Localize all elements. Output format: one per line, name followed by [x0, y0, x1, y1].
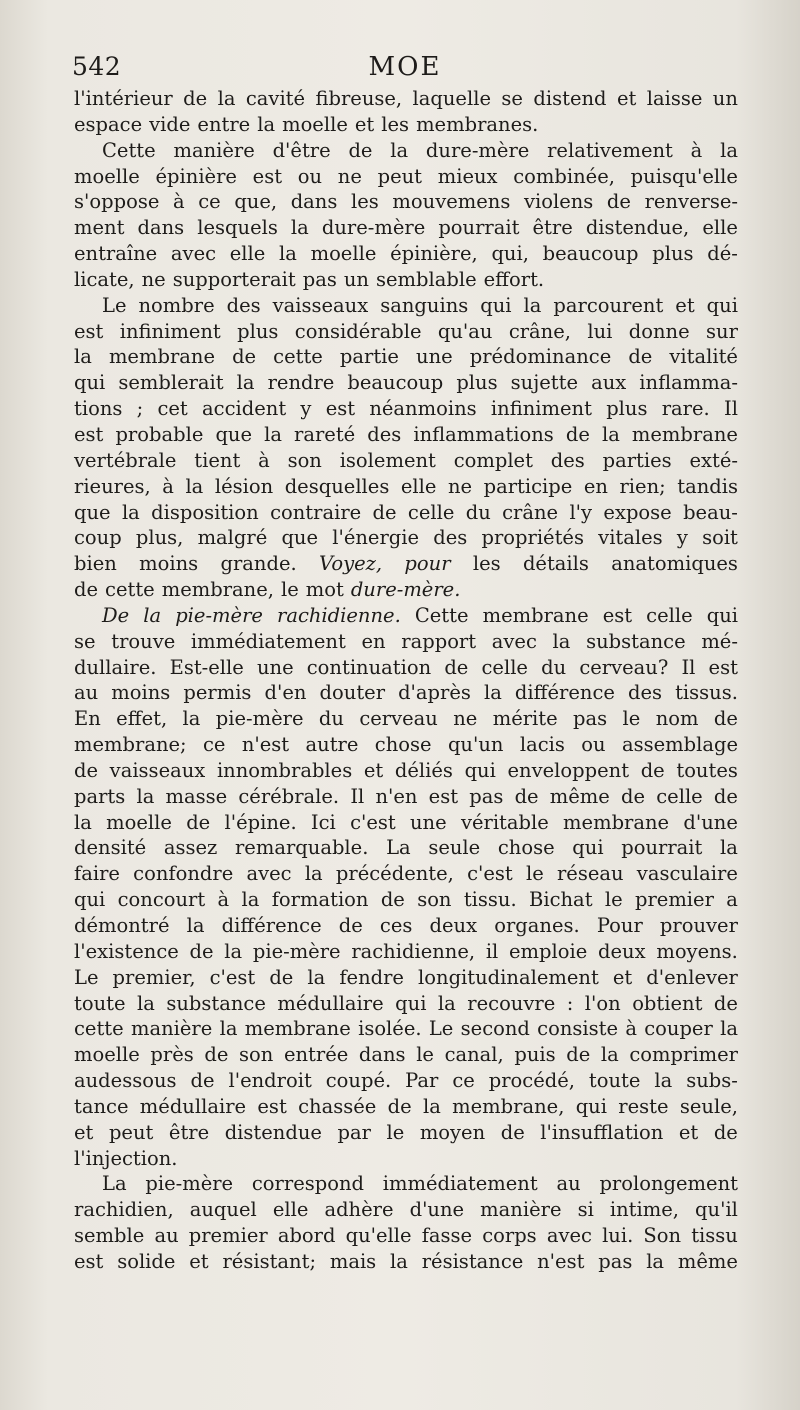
text-line: Le nombre des vaisseaux sanguins qui la parcourent et qui	[102, 293, 738, 317]
text-line: membrane; ce n'est autre chose qu'un lacis ou assemblage	[74, 733, 738, 757]
text-line: dullaire. Est-elle une continuation de celle du cerveau? Il est	[74, 655, 738, 679]
text-line: licate, ne supporterait pas un semblable effort.	[74, 267, 545, 291]
running-head: MOE	[368, 52, 442, 82]
text-line: coup plus, malgré que l'énergie des propriétés vitales y soit	[74, 526, 738, 550]
text-line: l'existence de la pie-mère rachidienne, il emploie deux moyens.	[74, 939, 738, 963]
text-line: la membrane de cette partie une prédominance de vitalité	[74, 345, 738, 369]
text-line: la moelle de l'épine. Ici c'est une véritable membrane d'une	[74, 810, 738, 834]
text-line: audessous de l'endroit coupé. Par ce procédé, toute la subs-	[74, 1069, 738, 1093]
text-line: entraîne avec elle la moelle épinière, qui, beaucoup plus dé-	[74, 242, 738, 266]
text-line: faire confondre avec la précédente, c'est le réseau vasculaire	[74, 862, 738, 886]
body-text	[74, 86, 738, 1275]
page-number: 542	[72, 52, 122, 81]
text-line: que la disposition contraire de celle du crâne l'y expose beau-	[74, 500, 738, 524]
page-header	[72, 52, 738, 84]
text-line: De la pie-mère rachidienne. Cette membrane est celle qui	[102, 603, 738, 627]
text-line: toute la substance médullaire qui la recouvre : l'on obtient de	[74, 991, 738, 1015]
text-line: tance médullaire est chassée de la membrane, qui reste seule,	[74, 1094, 738, 1118]
text-line: moelle épinière est ou ne peut mieux combinée, puisqu'elle	[74, 164, 738, 188]
text-line: se trouve immédiatement en rapport avec la substance mé-	[74, 629, 738, 653]
text-line: Le premier, c'est de la fendre longitudinalement et d'enlever	[74, 965, 738, 989]
text-line: ment dans lesquels la dure-mère pourrait être distendue, elle	[74, 216, 738, 240]
text-line: l'intérieur de la cavité fibreuse, laquelle se distend et laisse un	[74, 87, 738, 110]
text-line: de vaisseaux innombrables et déliés qui enveloppent de toutes	[74, 758, 738, 782]
text-line: rachidien, auquel elle adhère d'une manière si intime, qu'il	[74, 1198, 738, 1222]
text-line: qui semblerait la rendre beaucoup plus sujette aux inflamma-	[74, 371, 738, 395]
text-line: de cette membrane, le mot dure-mère.	[74, 578, 461, 602]
text-line: densité assez remarquable. La seule chose qui pourrait la	[74, 836, 738, 860]
text-line: parts la masse cérébrale. Il n'en est pas de même de celle de	[74, 784, 738, 808]
text-line: vertébrale tient à son isolement complet des parties exté-	[74, 448, 738, 472]
text-line: est probable que la rareté des inflammations de la membrane	[74, 422, 738, 446]
text-line: et peut être distendue par le moyen de l'insufflation et de	[74, 1120, 738, 1144]
text-line: tions ; cet accident y est néanmoins infiniment plus rare. Il	[74, 397, 738, 421]
text-line: au moins permis d'en douter d'après la différence des tissus.	[74, 681, 738, 705]
text-line: est infiniment plus considérable qu'au crâne, lui donne sur	[74, 319, 738, 343]
text-line: cette manière la membrane isolée. Le second consiste à couper la	[74, 1017, 738, 1041]
text-line: semble au premier abord qu'elle fasse corps avec lui. Son tissu	[74, 1224, 738, 1248]
text-line: l'injection.	[74, 1146, 178, 1170]
text-line: Cette manière d'être de la dure-mère relativement à la	[102, 138, 738, 162]
text-line: s'oppose à ce que, dans les mouvemens violens de renverse-	[74, 190, 738, 214]
text-line: espace vide entre la moelle et les membranes.	[74, 112, 539, 136]
text-line: qui concourt à la formation de son tissu. Bichat le premier a	[74, 888, 738, 912]
text-line: moelle près de son entrée dans le canal, puis de la comprimer	[74, 1043, 738, 1067]
text-line: est solide et résistant; mais la résistance n'est pas la même	[74, 1249, 738, 1273]
text-line: La pie-mère correspond immédiatement au prolongement	[102, 1172, 738, 1196]
text-line: bien moins grande. Voyez, pour les détails anatomiques	[74, 552, 738, 576]
text-line: rieures, à la lésion desquelles elle ne participe en rien; tandis	[74, 474, 738, 498]
text-line: En effet, la pie-mère du cerveau ne mérite pas le nom de	[74, 707, 738, 731]
text-line: démontré la différence de ces deux organes. Pour prouver	[74, 914, 738, 937]
